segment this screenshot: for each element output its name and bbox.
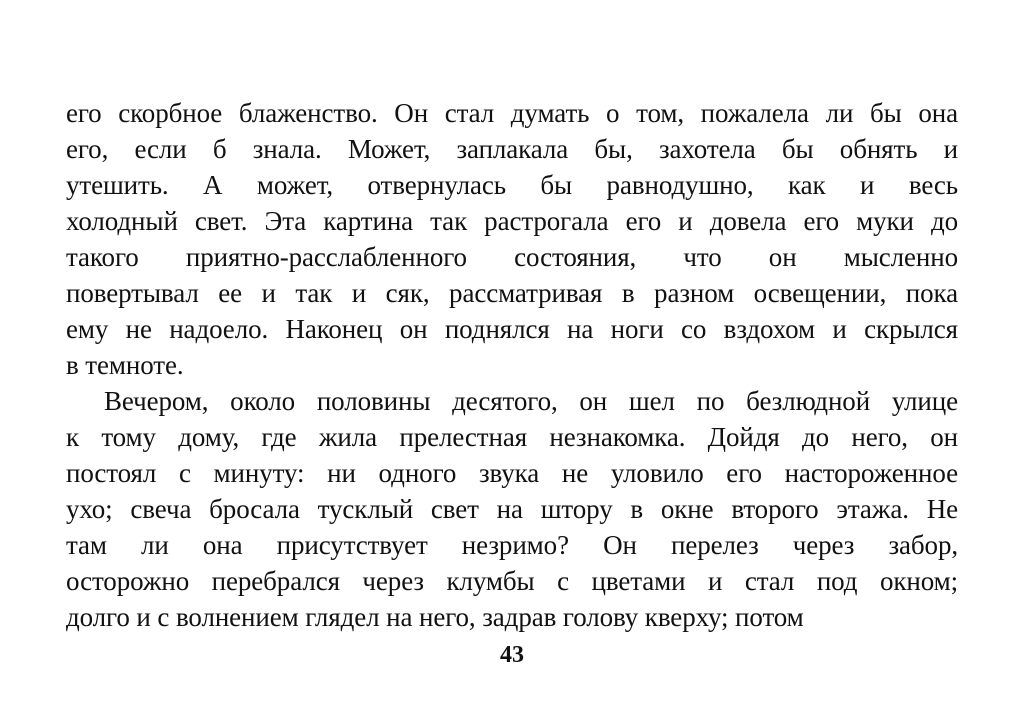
text-line: ему не надоело. Наконец он поднялся на ноги со вздохом и скрылся	[66, 314, 958, 344]
text-line: постоял с минуту: ни одного звука не уловило его настороженное	[66, 458, 958, 488]
text-line: осторожно перебрался через клумбы с цветами и стал под окном;	[66, 566, 958, 596]
text-line: там ли она присутствует незримо? Он перелез через забор,	[66, 530, 958, 560]
text-line: его скорбное блаженство. Он стал думать о том, пожалела ли бы она	[66, 98, 958, 128]
text-line: его, если б знала. Может, заплакала бы, захотела бы обнять и	[66, 134, 958, 164]
text-line: такого приятно-расслабленного состояния, что он мысленно	[66, 242, 958, 272]
text-line: в темноте.	[66, 350, 184, 380]
text-line: холодный свет. Эта картина так растрогала его и довела его муки до	[66, 206, 958, 236]
text-line: Вечером, около половины десятого, он шел по безлюдной улице	[104, 386, 958, 416]
text-line: долго и с волнением глядел на него, задрав голову кверху; потом	[66, 602, 804, 632]
text-line: ухо; свеча бросала тусклый свет на штору в окне второго этажа. Не	[66, 494, 958, 524]
text-line: к тому дому, где жила прелестная незнакомка. Дойдя до него, он	[66, 422, 958, 452]
text-line: утешить. А может, отвернулась бы равнодушно, как и весь	[66, 170, 958, 200]
text-line: повертывал ее и так и сяк, рассматривая в разном освещении, пока	[66, 278, 958, 308]
paragraph-1	[66, 95, 958, 383]
page-text-body	[66, 95, 958, 635]
page-number: 43	[500, 642, 524, 668]
paragraph-2	[66, 383, 958, 635]
